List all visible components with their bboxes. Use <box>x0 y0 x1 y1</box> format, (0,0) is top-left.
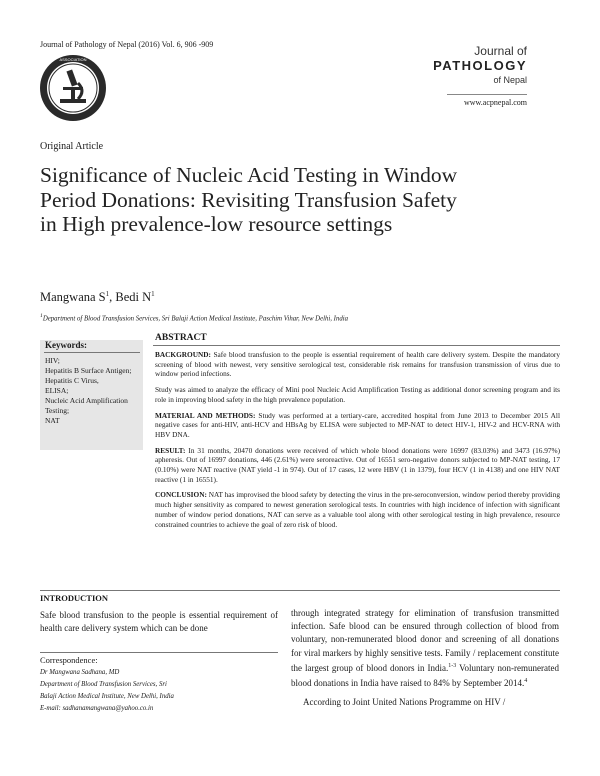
microscope-seal-icon <box>38 53 108 123</box>
keywords-list <box>45 356 140 426</box>
author-1: Mangwana S <box>40 290 106 305</box>
correspondence-email[interactable]: E-mail: sadhanamangwana@yahoo.co.in <box>40 705 154 712</box>
author-2: Bedi N <box>115 290 152 305</box>
correspondence-name: Dr Mangwana Sadhana, MD <box>40 669 120 676</box>
intro-text: Voluntary non-remunerated blood donations in India have raised to 84% by September 2014. <box>291 662 560 689</box>
correspondence-details <box>40 667 278 715</box>
intro-divider <box>40 590 560 591</box>
conclusion-label: CONCLUSION: <box>155 490 207 500</box>
background-text: Safe blood transfusion to the people is essential requirement of health care delivery system. Despite the mandatory screening of blood with newest, very sensitive serological test, considerable risk remains for transfusion transmission of virus due to window period infections. <box>155 350 560 379</box>
brand-line-3: of Nepal <box>493 75 527 85</box>
abstract-aim: Study was aimed to analyze the efficacy of Mini pool Nucleic Acid Amplification Testing as additional donor screening program and its role in improving blood safety in the high prevalence population. <box>155 385 560 404</box>
affiliation-text: Department of Blood Transfusion Services, Sri Balaji Action Medical Institute, Paschim Vihar, New Delhi, India <box>42 315 349 323</box>
methods-label: MATERIAL AND METHODS: <box>155 410 256 420</box>
keyword-item: Nucleic Acid Amplification Testing; <box>45 396 128 415</box>
keywords-divider <box>44 352 140 353</box>
abstract-results <box>155 446 560 485</box>
intro-paragraph: According to Joint United Nations Programme on HIV / <box>303 697 506 708</box>
keyword-item: ELISA; <box>45 386 69 395</box>
intro-column-1: Safe blood transfusion to the people is essential requirement of health care delivery system which can be done <box>40 610 278 633</box>
methods-text: Study was performed at a tertiary-care, accredited hospital from June 2013 to December 2015 All negative cases for anti-HIV, anti-HCV and HBsAg by ELISA were subjected to MP-NAT to detect HIV-1, HIV-2 and HCV-RNA with HBV DNA. <box>155 410 560 439</box>
keyword-item: Hepatitis C Virus, <box>45 376 99 385</box>
keywords-heading: Keywords: <box>45 340 87 350</box>
abstract-background <box>155 350 560 379</box>
brand-line-1: Journal of <box>474 44 527 58</box>
journal-brand <box>433 44 527 86</box>
background-label: BACKGROUND: <box>155 350 211 359</box>
results-text: In 31 months, 20470 donations were received of which whole blood donations were 16997 (83.03%) and 3473 (16.97%) apheresis. Out of 16997 donations, 446 (2.61%) were seroreactive. Out of 16551 sero-negative donors subjected to MP-NAT testing, 17 (0.10%) were NAT reactive (NAT yield -1 in 974). Out of 17 cases, 12 were HBV (1 in 1379), four HCV (1 in 4138) and one HIV NAT reactive (1 in 16551). <box>155 445 560 484</box>
abstract-body <box>155 350 560 535</box>
journal-website: www.acpnepal.com <box>463 98 527 107</box>
correspondence-divider <box>40 652 278 653</box>
abstract-divider <box>153 345 560 346</box>
author-separator: , <box>109 290 116 305</box>
intro-text: through integrated strategy for elimination of transfusion transmitted infection. Safe blood can be ensured through collection of blood from voluntary, non-remunerated blood donor and screening of all donations for viral markers by highly sensitive tests. Family / replacement constitute the largest group of blood donors in India. <box>291 608 559 673</box>
abstract-conclusion <box>155 490 560 529</box>
brand-line-2: PATHOLOGY <box>433 58 527 73</box>
keyword-item: NAT <box>45 416 60 425</box>
intro-column-2 <box>291 607 559 715</box>
article-type: Original Article <box>40 141 104 152</box>
keyword-item: HIV; <box>45 356 60 365</box>
citation-ref: 1-3 <box>448 662 457 669</box>
affiliation <box>40 313 348 322</box>
journal-citation: Journal of Pathology of Nepal (2016) Vol. 6, 906 -909 <box>40 40 214 49</box>
intro-paragraph <box>291 607 559 690</box>
keyword-item: Hepatitis B Surface Antigen; <box>45 366 132 375</box>
citation-ref: 4 <box>524 678 528 685</box>
author-2-affil: 1 <box>151 290 155 298</box>
article-title: Significance of Nucleic Acid Testing in Window Period Donations: Revisiting Transfusion Safety in High prevalence-low resource settings <box>40 163 458 236</box>
affiliation-marker: 1 <box>40 313 43 319</box>
svg-text:ASSOCIATION: ASSOCIATION <box>59 57 87 62</box>
brand-divider <box>447 94 527 95</box>
author-1-affil: 1 <box>105 290 110 298</box>
authors <box>40 290 155 305</box>
conclusion-text: NAT has improvised the blood safety by detecting the virus in the pre-seroconversion, window period thereby providing much higher sensitivity as compared to newest generation serological tests. In countries with high incidence of infection with significant number of window period donations, NAT can serve as a valuable tool along with other serological testing in high prevalence, resource constrained countries to achieve the goal of zero risk of blood. <box>155 490 560 529</box>
abstract-heading: ABSTRACT <box>155 333 207 343</box>
correspondence-heading: Correspondence: <box>40 655 98 665</box>
correspondence-institute: Balaji Action Medical Institute, New Delhi, India <box>40 693 174 700</box>
introduction-heading: INTRODUCTION <box>40 593 109 603</box>
abstract-methods <box>155 411 560 440</box>
correspondence-dept: Department of Blood Transfusion Services, Sri <box>40 681 167 688</box>
results-label: RESULT: <box>155 445 186 455</box>
